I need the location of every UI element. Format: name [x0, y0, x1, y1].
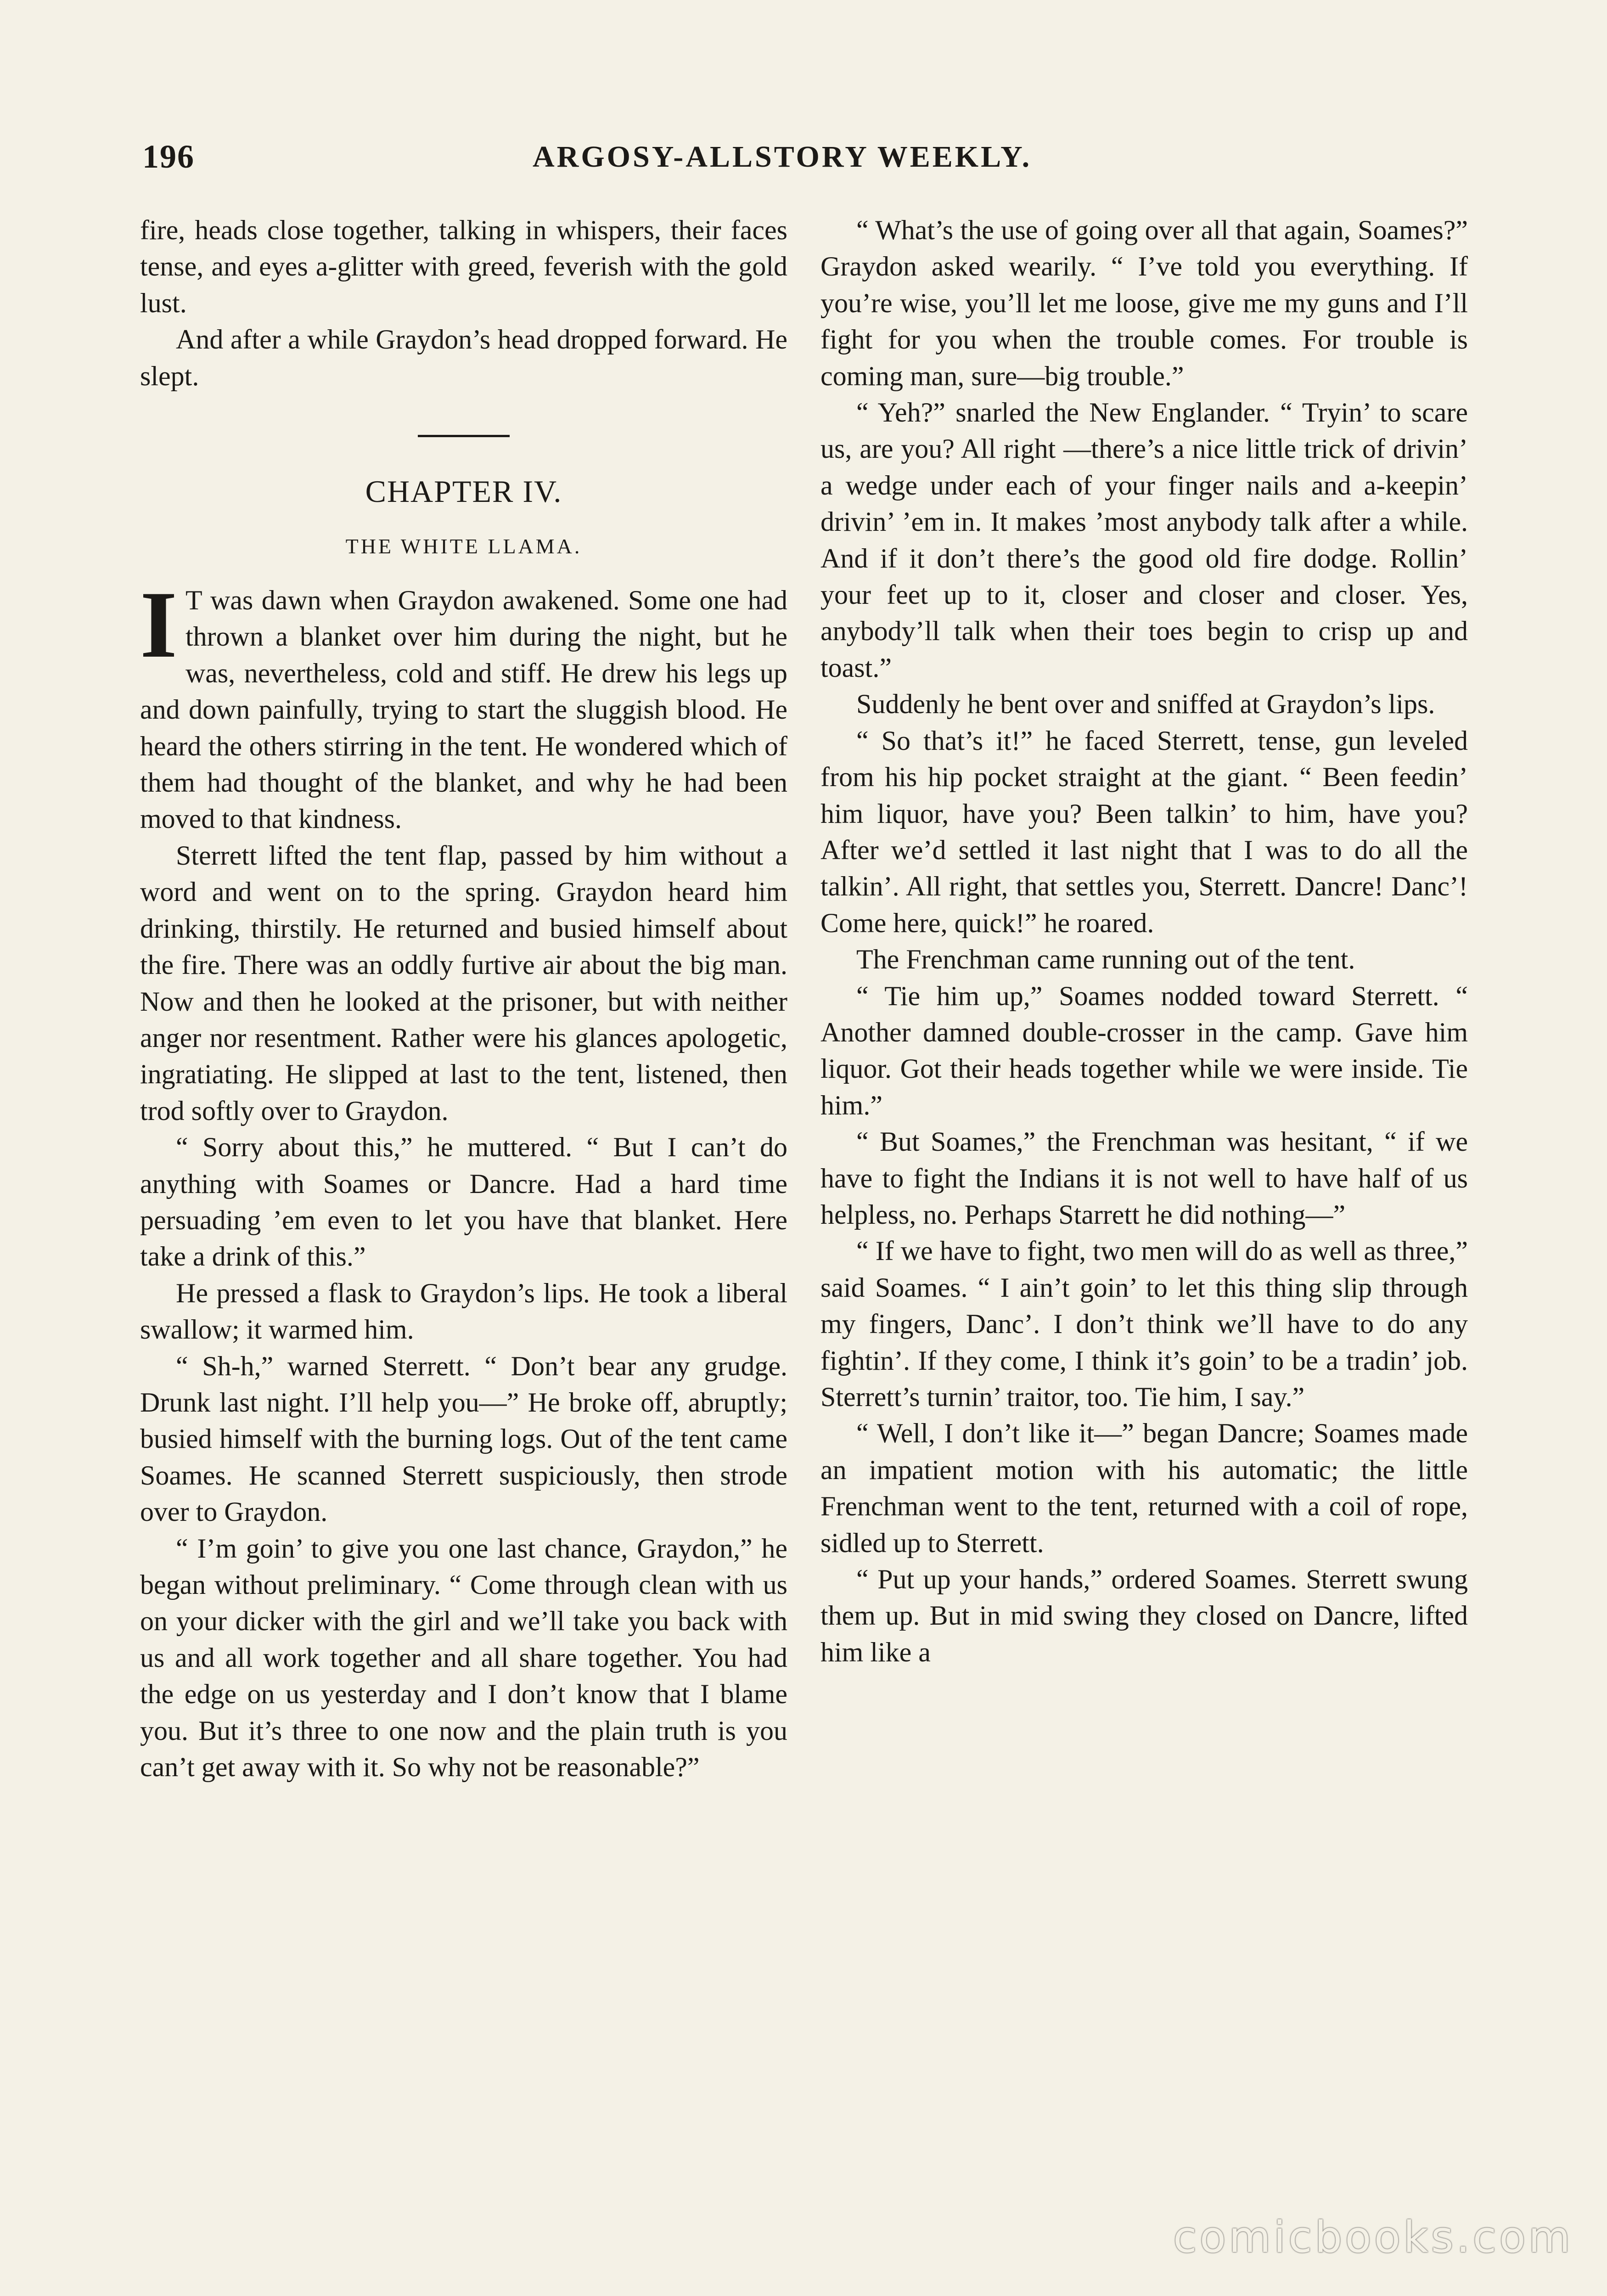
paragraph: “ Sorry about this,” he muttered. “ But I can’t do anything with Soames or Dancre. Had a hard time persuading ’em even to let you have that blanket. Here take a drink of this.”: [140, 1132, 787, 1272]
section-separator: [418, 435, 510, 437]
running-head: ARGOSY-ALLSTORY WEEKLY.: [533, 140, 1032, 174]
paragraph: “ Put up your hands,” ordered Soames. Sterrett swung them up. But in mid swing they closed on Dancre, lifted him like a: [820, 1564, 1468, 1667]
paragraph: “ Sh-h,” warned Sterrett. “ Don’t bear any grudge. Drunk last night. I’ll help you—” He broke off, abruptly; busied himself with the burning logs. Out of the tent came Soames. He scanned Sterrett suspiciously, then strode over to Graydon.: [140, 1351, 787, 1527]
page-number: 196: [142, 138, 195, 175]
paragraph: Suddenly he bent over and sniffed at Graydon’s lips.: [856, 689, 1435, 720]
paragraph: Sterrett lifted the tent flap, passed by him without a word and went on to the spring. Graydon heard him drinking, thirstily. He returned and busied himself about the fire. There was an oddly furtive air about the big man. Now and then he looked at the prisoner, but with neither anger nor resentment. Rather were his glances apologetic, ingratiating. He slipped at last to the tent, listened, then trod softly over to Graydon.: [140, 840, 787, 1126]
chapter-title: CHAPTER IV.: [365, 474, 562, 509]
paragraph: “ Yeh?” snarled the New Englander. “ Tryin’ to scare us, are you? All right —there’s a nice little trick of drivin’ a wedge under each of your finger nails and a-keepin’ drivin’ ’em in. It makes ’most anybody talk after a while. And if it don’t there’s the good old fire dodge. Rollin’ your feet up to it, closer and closer and closer. Yes, anybody’ll talk when their toes begin to crisp up and toast.”: [820, 397, 1468, 683]
paragraph: “ I’m goin’ to give you one last chance, Graydon,” he began without preliminary. “ Come through clean with us on your dicker with the girl and we’ll take you back with us and all work together and all share together. You had the edge on us yesterday and I don’t know that I blame you. But it’s three to one now and the plain truth is you can’t get away with it. So why not be reasonable?”: [140, 1533, 787, 1783]
paragraph: He pressed a flask to Graydon’s lips. He took a liberal swallow; it warmed him.: [140, 1277, 787, 1345]
dropcap-letter: I: [140, 572, 177, 678]
page-header: [138, 138, 1469, 188]
paragraph: “ Tie him up,” Soames nodded toward Sterrett. “ Another damned double-crosser in the camp. Gave him liquor. Got their heads together while we were inside. Tie him.”: [820, 980, 1468, 1120]
paragraph: “ But Soames,” the Frenchman was hesitant, “ if we have to fight the Indians it is not well to have half of us helpless, no. Perhaps Starrett he did nothing—”: [820, 1126, 1468, 1230]
paragraph: fire, heads close together, talking in whispers, their faces tense, and eyes a-glitter with greed, feverish with the gold lust.: [140, 215, 787, 318]
dropcap-paragraph: [140, 572, 787, 838]
paragraph: “ What’s the use of going over all that again, Soames?” Graydon asked wearily. “ I’ve told you everything. If you’re wise, you’ll let me loose, give me my guns and I’ll fight for you when the trouble comes. For trouble is coming man, sure—big trouble.”: [820, 215, 1468, 391]
dropcap-paragraph-text: T was dawn when Graydon awakened. Some one had thrown a blanket over him during the night, but he was, nevertheless, cold and stiff. He drew his legs up and down painfully, trying to start the sluggish blood. He heard the others stirring in the tent. He wondered which of them had thought of the blanket, and why he had been moved to that kindness.: [140, 585, 787, 834]
right-column: [820, 212, 1468, 1671]
paragraph: “ So that’s it!” he faced Sterrett, tense, gun leveled from his hip pocket straight at the giant. “ Been feedin’ him liquor, have you? Been talkin’ to him, have you? After we’d settled it last night that I was to do all the talkin’. All right, that settles you, Sterrett. Dancre! Danc’! Come here, quick!” he roared.: [820, 725, 1468, 938]
watermark: comicbooks.com: [1173, 2212, 1573, 2262]
paragraph: And after a while Graydon’s head dropped forward. He slept.: [140, 324, 787, 391]
paragraph: “ If we have to fight, two men will do as well as three,” said Soames. “ I ain’t goin’ to let this thing slip through my fingers, Danc’. I don’t think we’ll have to do any fightin’. If they come, I think it’s goin’ to be a tradin’ job. Sterrett’s turnin’ traitor, too. Tie him, I say.”: [820, 1236, 1468, 1412]
paragraph: “ Well, I don’t like it—” began Dancre; Soames made an impatient motion with his automatic; the little Frenchman went to the tent, returned with a coil of rope, sidled up to Sterrett.: [820, 1418, 1468, 1558]
left-column: [140, 212, 787, 1785]
chapter-subtitle: THE WHITE LLAMA.: [345, 535, 582, 558]
paragraph: The Frenchman came running out of the tent.: [856, 944, 1355, 975]
